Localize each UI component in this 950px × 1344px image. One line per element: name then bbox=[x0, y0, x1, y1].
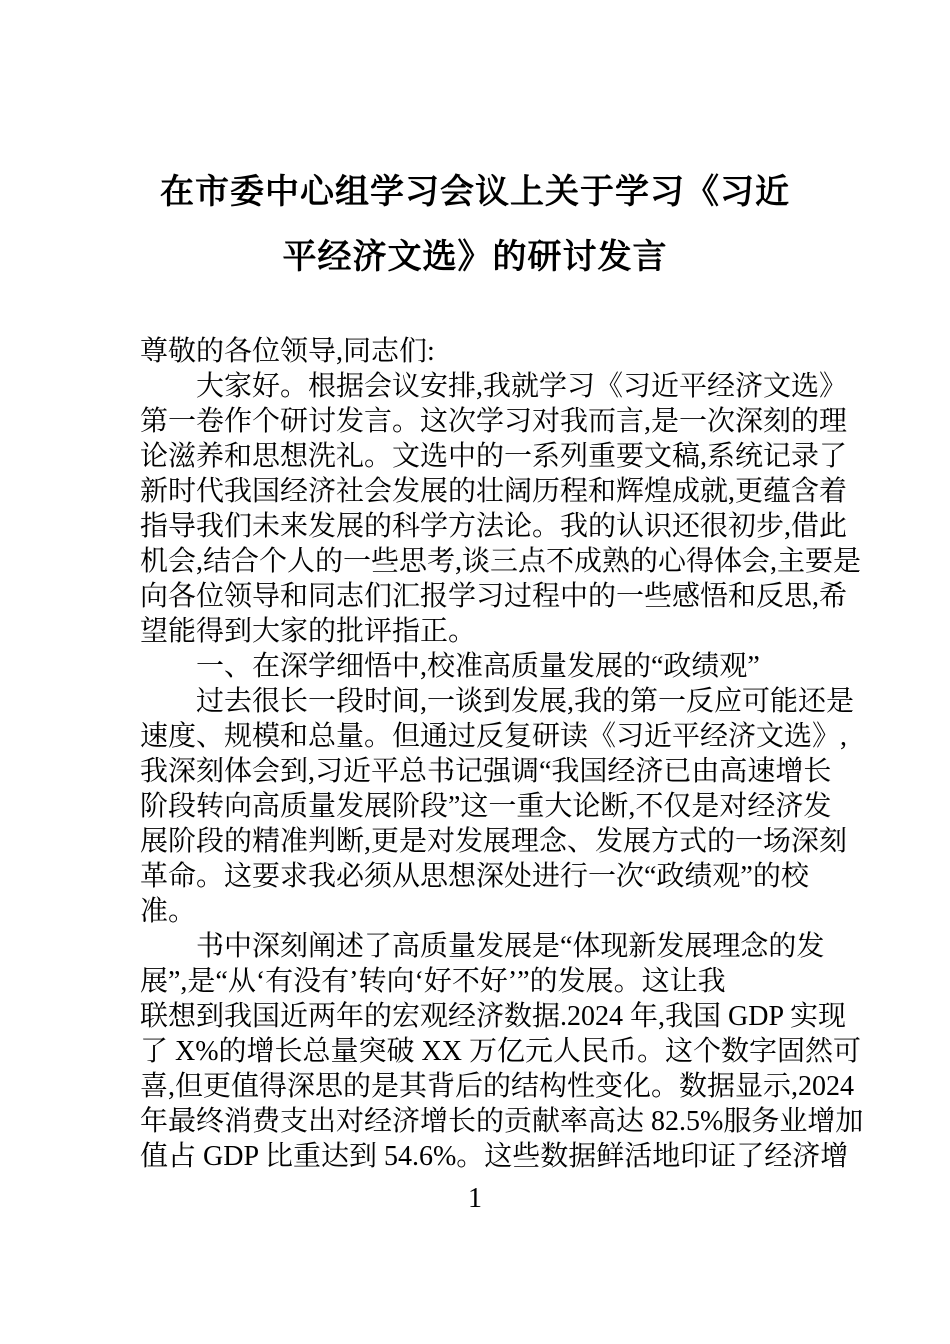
page-number: 1 bbox=[468, 1183, 482, 1214]
text-line: 速度、规模和总量。但通过反复研读《习近平经济文选》, bbox=[140, 721, 848, 752]
text-line: 大家好。根据会议安排,我就学习《习近平经济文选》 bbox=[196, 371, 848, 402]
text-line: 一、在深学细悟中,校准高质量发展的“政绩观” bbox=[196, 651, 760, 682]
text-line: 喜,但更值得深思的是其背后的结构性变化。数据显示,2024 bbox=[140, 1071, 855, 1102]
text-line: 书中深刻阐述了高质量发展是“体现新发展理念的发 bbox=[196, 931, 825, 962]
text-line: 指导我们未来发展的科学方法论。我的认识还很初步,借此 bbox=[140, 511, 848, 542]
document-title bbox=[0, 160, 950, 290]
title-line-1: 在市委中心组学习会议上关于学习《习近 bbox=[160, 173, 790, 211]
text-line: 论滋养和思想洗礼。文选中的一系列重要文稿,系统记录了 bbox=[140, 441, 848, 472]
text-line: 第一卷作个研讨发言。这次学习对我而言,是一次深刻的理 bbox=[140, 406, 848, 437]
title-line-2: 平经济文选》的研讨发言 bbox=[282, 238, 668, 276]
text-line: 望能得到大家的批评指正。 bbox=[140, 616, 477, 647]
text-line: 向各位领导和同志们汇报学习过程中的一些感悟和反思,希 bbox=[140, 581, 848, 612]
body-text bbox=[140, 334, 864, 1174]
text-line: 新时代我国经济社会发展的壮阔历程和辉煌成就,更蕴含着 bbox=[140, 476, 848, 507]
text-line: 展阶段的精准判断,更是对发展理念、发展方式的一场深刻 bbox=[140, 826, 848, 857]
text-line: 展”,是“从‘有没有’转向‘好不好’”的发展。这让我 bbox=[140, 966, 726, 997]
text-line: 准。 bbox=[140, 896, 197, 927]
text-line: 我深刻体会到,习近平总书记强调“我国经济已由高速增长 bbox=[140, 756, 832, 787]
text-line: 值占 GDP 比重达到 54.6%。这些数据鲜活地印证了经济增 bbox=[140, 1141, 849, 1172]
text-line: 机会,结合个人的一些思考,谈三点不成熟的心得体会,主要是 bbox=[140, 546, 862, 577]
text-line: 过去很长一段时间,一谈到发展,我的第一反应可能还是 bbox=[196, 686, 855, 717]
text-line: 了 X%的增长总量突破 XX 万亿元人民币。这个数字固然可 bbox=[140, 1036, 861, 1067]
text-line: 阶段转向高质量发展阶段”这一重大论断,不仅是对经济发 bbox=[140, 791, 832, 822]
text-line: 年最终消费支出对经济增长的贡献率高达 82.5%服务业增加 bbox=[140, 1106, 864, 1137]
text-line: 联想到我国近两年的宏观经济数据.2024 年,我国 GDP 实现 bbox=[140, 1001, 846, 1032]
text-line: 革命。这要求我必须从思想深处进行一次“政绩观”的校 bbox=[140, 861, 809, 892]
text-line: 尊敬的各位领导,同志们: bbox=[140, 336, 435, 367]
